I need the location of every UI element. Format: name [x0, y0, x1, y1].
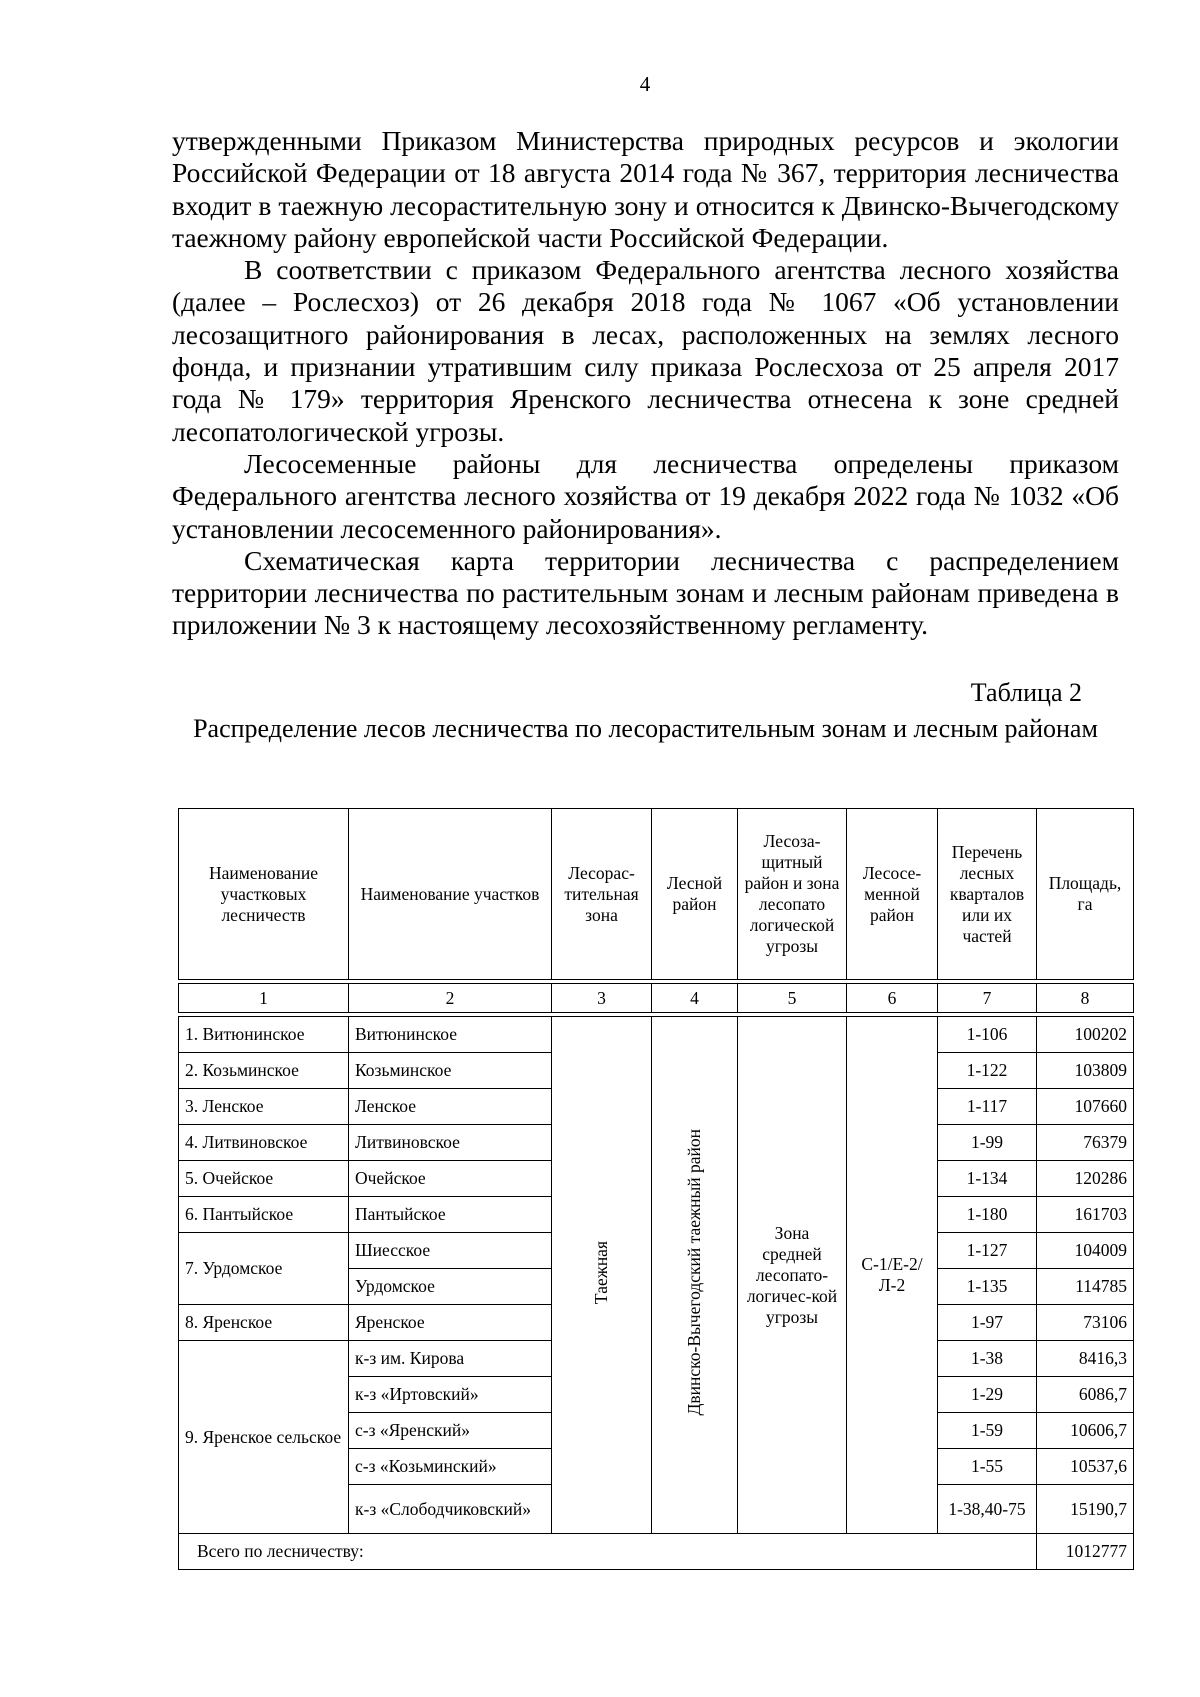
column-number: 4: [652, 984, 738, 1013]
area: 15190,7: [1037, 1485, 1134, 1534]
site-name: Шиесское: [349, 1233, 552, 1269]
forestry-name: 5. Очейское: [179, 1161, 349, 1197]
quarters: 1-117: [938, 1089, 1037, 1125]
quarters: 1-180: [938, 1197, 1037, 1233]
page-number: 4: [639, 72, 651, 96]
column-number: 6: [847, 984, 938, 1013]
column-number: 1: [179, 984, 349, 1013]
forestry-name: 1. Витюнинское: [179, 1017, 349, 1053]
zone-cell: Таежная: [552, 1017, 652, 1534]
total-label: Всего по лесничеству:: [179, 1534, 1037, 1570]
column-number: 7: [938, 984, 1037, 1013]
protection-zone-cell: Зона средней лесопато-логичес-кой угрозы: [738, 1017, 847, 1534]
quarters: 1-135: [938, 1269, 1037, 1305]
forestry-name: 8. Яренское: [179, 1305, 349, 1341]
forestry-name: 6. Пантыйское: [179, 1197, 349, 1233]
header-district: Лесной район: [652, 809, 738, 980]
table-title: Распределение лесов лесничества по лесорастительным зонам и лесным районам: [193, 714, 1098, 743]
area: 8416,3: [1037, 1341, 1134, 1377]
site-name: Пантыйское: [349, 1197, 552, 1233]
quarters: 1-106: [938, 1017, 1037, 1053]
table-label: Таблица 2: [970, 678, 1082, 707]
body-text: [172, 125, 1119, 642]
table-header-row: [179, 809, 1134, 980]
paragraph-2: В соответствии с приказом Федерального агентства лесного хозяйства (далее – Рослесхоз) от 26 декабря 2018 года № 1067 «Об установлении лесозащитного районирования в лесах, расположенных на землях лесного фонда, и признании утратившим силу приказа Рослесхоза от 25 апреля 2017 года № 179» территория Яренского лесничества отнесена к зоне средней лесопатологической угрозы.: [172, 254, 1119, 447]
quarters: 1-127: [938, 1233, 1037, 1269]
area: 73106: [1037, 1305, 1134, 1341]
quarters: 1-99: [938, 1125, 1037, 1161]
forestry-name: 3. Ленское: [179, 1089, 349, 1125]
site-name: Очейское: [349, 1161, 552, 1197]
site-name: Козьминское: [349, 1053, 552, 1089]
forestry-name: 7. Урдомское: [179, 1233, 349, 1305]
seed-district-cell: С-1/Е-2/Л-2: [847, 1017, 938, 1534]
header-quarters: Перечень лесных кварталов или их частей: [938, 809, 1037, 980]
quarters: 1-59: [938, 1413, 1037, 1449]
column-number: 8: [1037, 984, 1134, 1013]
header-area: Площадь, га: [1037, 809, 1134, 980]
area: 103809: [1037, 1053, 1134, 1089]
header-seed-district: Лесосе-менной район: [847, 809, 938, 980]
site-name: Витюнинское: [349, 1017, 552, 1053]
quarters: 1-38,40-75: [938, 1485, 1037, 1534]
site-name: к-з им. Кирова: [349, 1341, 552, 1377]
forestry-name: 9. Яренское сельское: [179, 1341, 349, 1534]
paragraph-3: Лесосеменные районы для лесничества определены приказом Федерального агентства лесного хозяйства от 19 декабря 2022 года № 1032 «Об установлении лесосеменного районирования».: [172, 447, 1119, 544]
site-name: Яренское: [349, 1305, 552, 1341]
area: 10606,7: [1037, 1413, 1134, 1449]
column-number: 3: [552, 984, 652, 1013]
area: 107660: [1037, 1089, 1134, 1125]
area: 100202: [1037, 1017, 1134, 1053]
quarters: 1-97: [938, 1305, 1037, 1341]
quarters: 1-122: [938, 1053, 1037, 1089]
forestry-name: 2. Козьминское: [179, 1053, 349, 1089]
column-number-row: [179, 984, 1134, 1013]
forest-distribution-table: [178, 808, 1134, 1570]
area: 76379: [1037, 1125, 1134, 1161]
site-name: к-з «Слободчиковский»: [349, 1485, 552, 1534]
paragraph-4: Схематическая карта территории лесничества с распределением территории лесничества по растительным зонам и лесным районам приведена в приложении № 3 к настоящему лесохозяйственному регламенту.: [172, 544, 1119, 641]
area: 114785: [1037, 1269, 1134, 1305]
quarters: 1-29: [938, 1377, 1037, 1413]
paragraph-1: утвержденными Приказом Министерства природных ресурсов и экологии Российской Федерации от 18 августа 2014 года № 367, территория лесничества входит в таежную лесорастительную зону и относится к Двинско-Вычегодскому таежному району европейской части Российской Федерации.: [172, 125, 1119, 253]
site-name: Ленское: [349, 1089, 552, 1125]
area: 161703: [1037, 1197, 1134, 1233]
area: 120286: [1037, 1161, 1134, 1197]
site-name: Урдомское: [349, 1269, 552, 1305]
area: 104009: [1037, 1233, 1134, 1269]
quarters: 1-55: [938, 1449, 1037, 1485]
area: 10537,6: [1037, 1449, 1134, 1485]
header-forestry: Наименование участковых лесничеств: [179, 809, 349, 980]
site-name: к-з «Иртовский»: [349, 1377, 552, 1413]
total-row: [179, 1534, 1134, 1570]
header-zone: Лесорас-тительная зона: [552, 809, 652, 980]
forestry-name: 4. Литвиновское: [179, 1125, 349, 1161]
site-name: с-з «Козьминский»: [349, 1449, 552, 1485]
quarters: 1-134: [938, 1161, 1037, 1197]
column-number: 5: [738, 984, 847, 1013]
site-name: Литвиновское: [349, 1125, 552, 1161]
column-number: 2: [349, 984, 552, 1013]
area: 6086,7: [1037, 1377, 1134, 1413]
district-cell: Двинско-Вычегодский таежный район: [652, 1017, 738, 1534]
header-protection-zone: Лесоза-щитный район и зона лесопато логической угрозы: [738, 809, 847, 980]
total-value: 1012777: [1037, 1534, 1134, 1570]
table-row: [179, 1017, 1134, 1053]
quarters: 1-38: [938, 1341, 1037, 1377]
site-name: с-з «Яренский»: [349, 1413, 552, 1449]
header-site: Наименование участков: [349, 809, 552, 980]
